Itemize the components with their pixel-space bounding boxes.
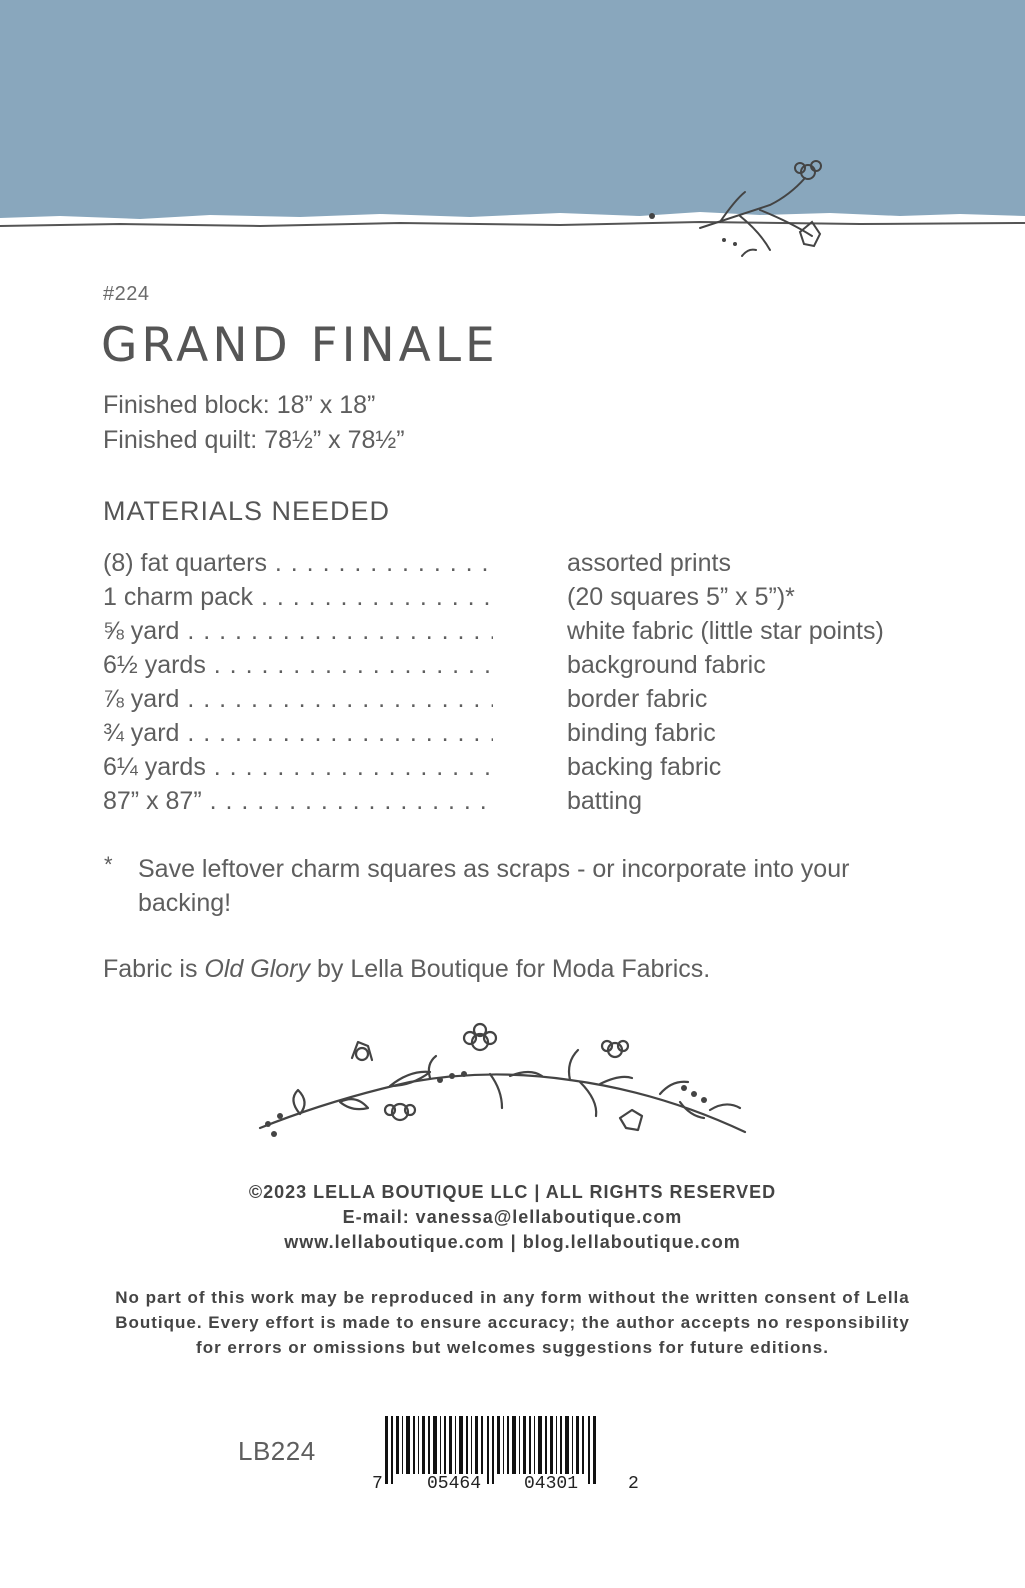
materials-quantity: ¾ yard . . .	[103, 716, 493, 750]
barcode-digits-left: 05464	[427, 1474, 482, 1494]
materials-quantity: ⅞ yard . . .	[103, 682, 493, 716]
fabric-credit-suffix: by Lella Boutique for Moda Fabrics.	[316, 955, 711, 983]
note-bullet: *	[104, 852, 113, 877]
finished-block: Finished block: 18” x 18”	[103, 391, 376, 419]
materials-quantity: 6¼ yards . . .	[103, 750, 493, 784]
finished-quilt: Finished quilt: 78½” x 78½”	[103, 426, 405, 454]
website-line: www.lellaboutique.com | blog.lellaboutique.com	[284, 1232, 741, 1252]
barcode-digit-first: 7	[372, 1474, 383, 1494]
materials-quantity: (8) fat quarters . . .	[103, 546, 493, 580]
fabric-credit-prefix: Fabric is	[103, 955, 198, 983]
copyright-block	[0, 1180, 1025, 1255]
materials-description: background fabric	[567, 651, 766, 679]
materials-description: backing fabric	[567, 753, 722, 781]
materials-list	[103, 546, 963, 818]
materials-description: border fabric	[567, 685, 708, 713]
finished-sizes	[103, 388, 405, 458]
materials-quantity: 1 charm pack . . .	[103, 580, 493, 614]
materials-quantity: 87” x 87” . . .	[103, 784, 493, 818]
materials-description: assorted prints	[567, 549, 731, 577]
materials-row	[103, 648, 963, 682]
product-sku: LB224	[238, 1436, 316, 1466]
materials-description: batting	[567, 787, 643, 815]
materials-description: binding fabric	[567, 719, 716, 747]
copyright-line: ©2023 LELLA BOUTIQUE LLC | ALL RIGHTS RESERVED	[248, 1182, 777, 1202]
legal-notice: No part of this work may be reproduced in any form without the written consent of Lella Boutique. Every effort is made to ensure accuracy; the author accepts no responsibility for errors or omissions but welcomes suggestions for future editions.	[115, 1288, 910, 1357]
materials-row	[103, 682, 963, 716]
materials-row	[103, 614, 963, 648]
barcode-digit-check: 2	[628, 1474, 639, 1494]
fabric-collection-name: Old Glory	[204, 955, 311, 983]
materials-description: (20 squares 5” x 5”)*	[567, 583, 795, 611]
flower-sprig-icon	[0, 0, 1025, 270]
floral-garland-icon	[240, 1020, 760, 1150]
materials-quantity: ⅝ yard . . .	[103, 614, 493, 648]
materials-row	[103, 750, 963, 784]
barcode-icon	[365, 1414, 635, 1486]
fabric-credit	[103, 955, 710, 984]
barcode-digits-right: 04301	[524, 1474, 579, 1494]
email-line: E-mail: vanessa@lellaboutique.com	[342, 1207, 683, 1227]
materials-row	[103, 784, 963, 818]
materials-quantity: 6½ yards . . .	[103, 648, 493, 682]
materials-row	[103, 716, 963, 750]
materials-heading: MATERIALS NEEDED	[103, 496, 391, 526]
materials-description: white fabric (little star points)	[567, 617, 884, 645]
pattern-title: GRAND FINALE	[101, 318, 499, 373]
materials-row	[103, 546, 963, 580]
note-text: Save leftover charm squares as scraps - or incorporate into your backing!	[138, 855, 850, 917]
pattern-number: #224	[103, 283, 150, 305]
header-band	[0, 0, 1025, 240]
materials-row	[103, 580, 963, 614]
